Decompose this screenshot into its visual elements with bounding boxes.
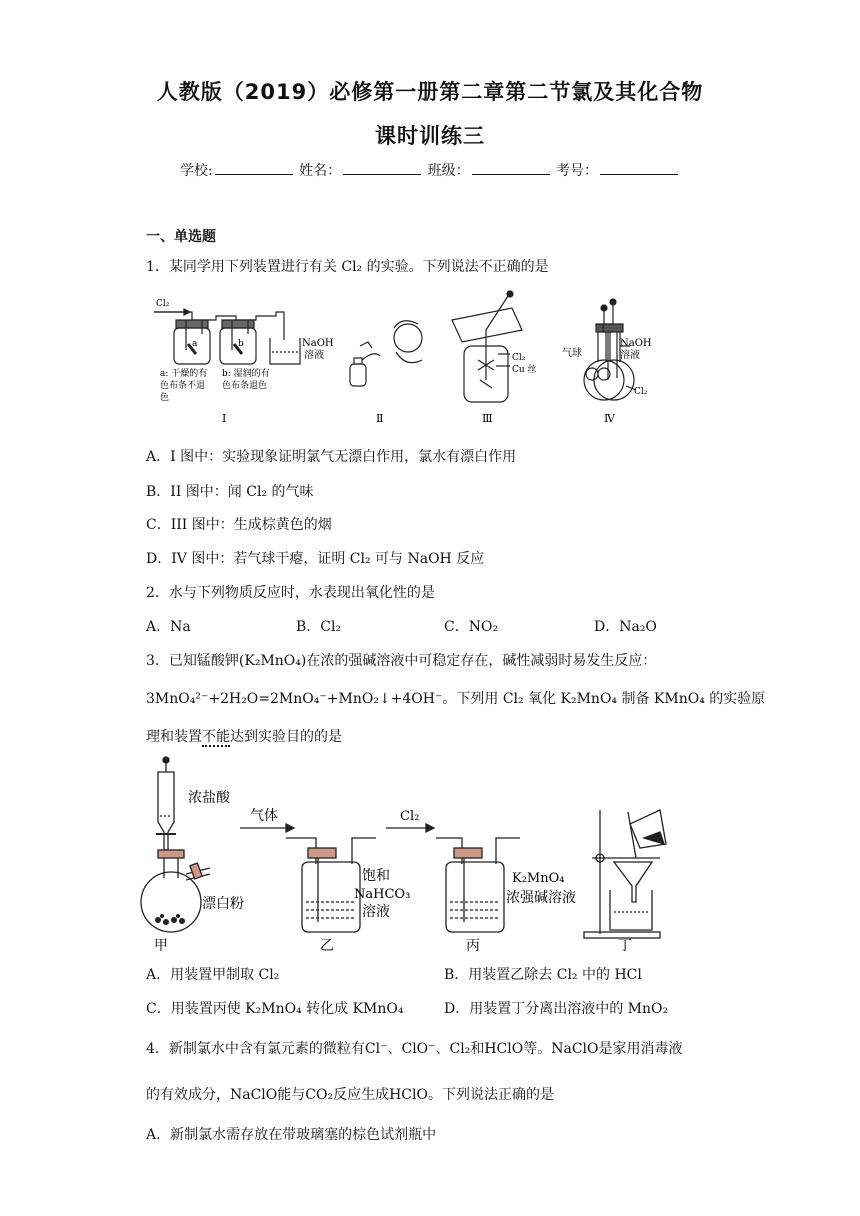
q1-fig-solution: 溶液 bbox=[304, 350, 324, 361]
q3-fig-bleach: 漂白粉 bbox=[202, 896, 244, 912]
q3-option-a[interactable]: A．用装置甲制取 Cl₂ bbox=[146, 967, 280, 983]
q1-fig-cu: Cu 丝 bbox=[512, 365, 537, 375]
q1-option-d[interactable]: D．IV 图中：若气球干瘪，证明 Cl₂ 可与 NaOH 反应 bbox=[146, 551, 485, 567]
school-blank[interactable] bbox=[215, 160, 293, 175]
q3-fig-nahco3: NaHCO₃ bbox=[354, 887, 411, 902]
q3-fig-label-bing: 丙 bbox=[466, 938, 480, 954]
class-label: 班级： bbox=[427, 163, 470, 179]
q1-fig-label-iii: Ⅲ bbox=[482, 412, 493, 425]
q4-stem-line1: 4．新制氯水中含有氯元素的微粒有Cl⁻、ClO⁻、Cl₂和HClO等。NaClO是家用消毒液 bbox=[146, 1041, 683, 1057]
q1-fig-a1: a: 干燥的有 bbox=[160, 369, 208, 379]
q1-fig-label-i: I bbox=[222, 412, 227, 425]
section-heading: 一、单选题 bbox=[146, 229, 216, 245]
student-info-row bbox=[0, 160, 860, 180]
q3-option-c[interactable]: C．用装置丙使 K₂MnO₄ 转化成 KMnO₄ bbox=[146, 1001, 404, 1017]
q2-stem: 2．水与下列物质反应时，水表现出氧化性的是 bbox=[146, 585, 435, 601]
q3-fig-k2mno4: K₂MnO₄ bbox=[512, 871, 565, 886]
q4-option-a[interactable]: A．新制氯水需存放在带玻璃塞的棕色试剂瓶中 bbox=[146, 1127, 437, 1143]
q1-option-c[interactable]: C．III 图中：生成棕黄色的烟 bbox=[146, 517, 332, 533]
q3-stem-part2: 达到实验目的的是 bbox=[230, 729, 342, 745]
q3-fig-hcl: 浓盐酸 bbox=[188, 790, 230, 806]
exam-no-blank[interactable] bbox=[600, 160, 678, 175]
q3-fig-strong-base: 浓强碱溶液 bbox=[506, 890, 576, 906]
q1-fig-iv-solution: 溶液 bbox=[620, 350, 640, 361]
q1-fig-iv-naoh: NaOH bbox=[620, 338, 652, 349]
q3-stem-line2: 3MnO₄²⁻+2H₂O=2MnO₄⁻+MnO₂↓+4OH⁻。下列用 Cl₂ 氧化 K₂MnO₄ 制备 KMnO₄ 的实验原 bbox=[146, 691, 766, 707]
class-blank[interactable] bbox=[472, 160, 550, 175]
q1-stem: 1．某同学用下列装置进行有关 Cl₂ 的实验。下列说法不正确的是 bbox=[146, 259, 549, 275]
q2-option-c[interactable]: C．NO₂ bbox=[444, 619, 499, 635]
q1-option-b[interactable]: B．II 图中：闻 Cl₂ 的气味 bbox=[146, 484, 314, 500]
q3-fig-label-jia: 甲 bbox=[154, 938, 168, 954]
q3-figure bbox=[140, 752, 680, 952]
q1-fig-a3: 色 bbox=[160, 393, 170, 403]
q3-fig-label-yi: 乙 bbox=[320, 938, 334, 954]
q3-fig-sol: 溶液 bbox=[362, 904, 390, 920]
q1-fig-a: a bbox=[192, 339, 198, 349]
title-line2: 课时训练三 bbox=[375, 124, 485, 148]
q3-stem-part: 理和装置 bbox=[146, 729, 202, 745]
exam-no-label: 考号： bbox=[556, 163, 599, 179]
school-label: 学校: bbox=[179, 163, 213, 179]
q2-option-a[interactable]: A．Na bbox=[146, 619, 191, 635]
q1-fig-balloon: 气球 bbox=[562, 348, 582, 359]
q3-fig-label-ding: 丁 bbox=[618, 938, 632, 954]
q1-figure bbox=[146, 290, 586, 430]
q3-fig-gas: 气体 bbox=[250, 808, 278, 824]
q3-stem-line3 bbox=[146, 726, 342, 746]
q3-option-d[interactable]: D．用装置丁分离出溶液中的 MnO₂ bbox=[444, 1001, 669, 1017]
q1-fig-label-iv: Ⅳ bbox=[604, 412, 615, 425]
q3-stem-line1: 3．已知锰酸钾(K₂MnO₄)在浓的强碱溶液中可稳定存在，碱性减弱时易发生反应： bbox=[146, 653, 657, 669]
q1-fig-label-ii: Ⅱ bbox=[376, 412, 384, 425]
q1-fig-a2: 色布条不退 bbox=[160, 381, 206, 391]
title-line1: 人教版（2019）必修第一册第二章第二节氯及其化合物 bbox=[156, 80, 704, 104]
q2-option-b[interactable]: B．Cl₂ bbox=[296, 619, 342, 635]
q1-fig-b1: b: 湿润的有 bbox=[222, 369, 270, 379]
q3-fig-cl2: Cl₂ bbox=[400, 809, 420, 824]
q1-fig-cl2-jar: Cl₂ bbox=[512, 353, 526, 363]
q1-fig-cl2: Cl₂ bbox=[156, 299, 170, 309]
q3-stem-emphasis: 不能 bbox=[202, 729, 230, 745]
q1-fig-b: b bbox=[238, 339, 244, 349]
q3-option-b[interactable]: B．用装置乙除去 Cl₂ 中的 HCl bbox=[444, 967, 642, 983]
q1-option-a[interactable]: A．I 图中：实验现象证明氯气无漂白作用，氯水有漂白作用 bbox=[146, 449, 517, 465]
q1-fig-b2: 色布条退色 bbox=[222, 381, 268, 391]
q1-fig-iv-cl2: Cl₂ bbox=[634, 387, 648, 397]
q1-figure-iv bbox=[562, 290, 660, 430]
q1-fig-naoh: NaOH bbox=[302, 338, 334, 349]
name-label: 姓名： bbox=[299, 163, 342, 179]
q2-option-d[interactable]: D．Na₂O bbox=[594, 619, 657, 635]
q3-fig-sat: 饱和 bbox=[362, 868, 390, 884]
name-blank[interactable] bbox=[343, 160, 421, 175]
q4-stem-line2: 的有效成分，NaClO能与CO₂反应生成HClO。下列说法正确的是 bbox=[146, 1087, 554, 1103]
